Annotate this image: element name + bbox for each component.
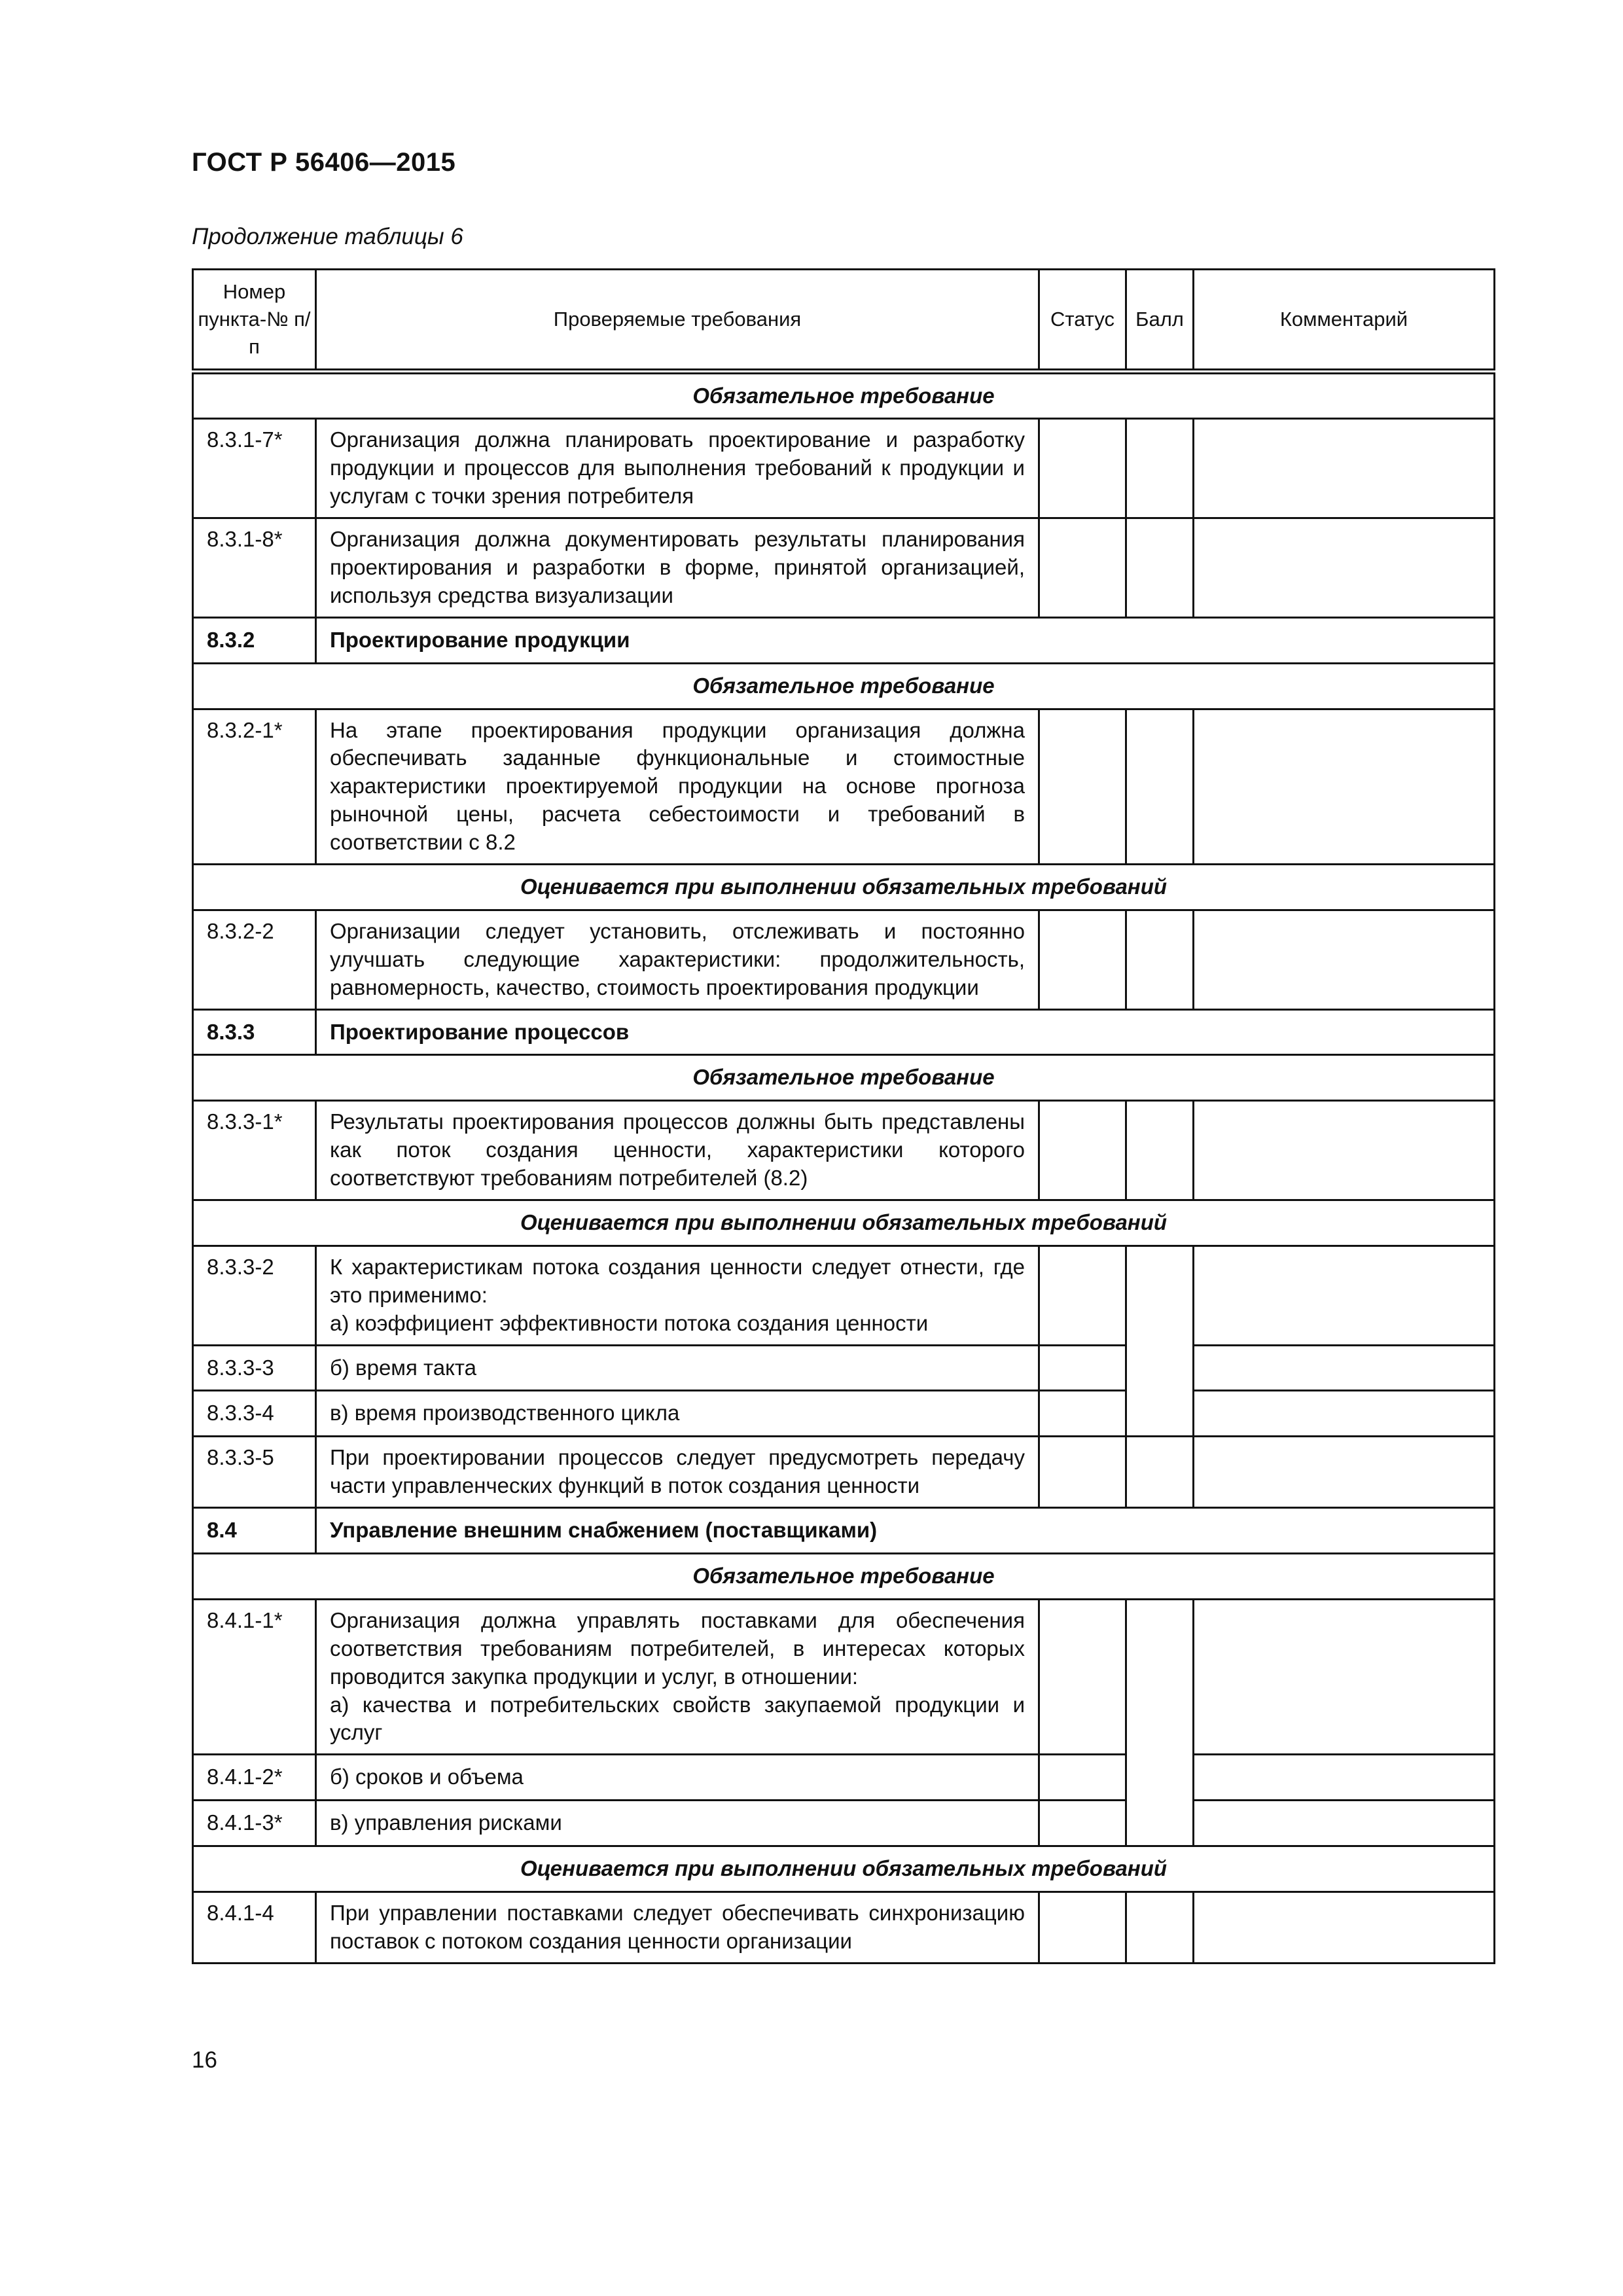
item-number: 8.4.1-4 <box>193 1892 316 1964</box>
band-label: Оценивается при выполнении обязательных требований <box>193 865 1495 910</box>
item-number: 8.3.1-7* <box>193 419 316 518</box>
band-label: Обязательное требование <box>193 371 1495 419</box>
item-requirement: При управлении поставками следует обеспечивать синхронизацию поставок с потоком создания ценности организации <box>316 1892 1039 1964</box>
item-requirement: К характеристикам потока создания ценности следует отнести, где это применимо: а) коэффициент эффективности потока создания ценности <box>316 1246 1039 1345</box>
band-label: Обязательное требование <box>193 663 1495 709</box>
requirement-band-row <box>193 1055 1495 1101</box>
status-cell[interactable] <box>1039 1437 1126 1508</box>
status-cell[interactable] <box>1039 1246 1126 1345</box>
comment-cell[interactable] <box>1194 1101 1495 1200</box>
table-row <box>193 1345 1495 1391</box>
item-requirement: б) сроков и объема <box>316 1755 1039 1801</box>
table-row <box>193 1101 1495 1200</box>
status-cell[interactable] <box>1039 910 1126 1009</box>
comment-cell[interactable] <box>1194 1755 1495 1801</box>
status-cell[interactable] <box>1039 1345 1126 1391</box>
section-number: 8.4 <box>193 1508 316 1554</box>
document-title: ГОСТ Р 56406—2015 <box>192 148 456 177</box>
comment-cell[interactable] <box>1194 1246 1495 1345</box>
requirement-band-row <box>193 663 1495 709</box>
status-cell[interactable] <box>1039 1801 1126 1846</box>
item-number: 8.4.1-1* <box>193 1599 316 1754</box>
item-number: 8.3.3-2 <box>193 1246 316 1345</box>
table-row <box>193 518 1495 618</box>
comment-cell[interactable] <box>1194 1391 1495 1437</box>
item-number: 8.3.3-3 <box>193 1345 316 1391</box>
status-cell[interactable] <box>1039 1892 1126 1964</box>
comment-cell[interactable] <box>1194 518 1495 618</box>
header-score: Балл <box>1126 270 1194 372</box>
item-number: 8.3.3-4 <box>193 1391 316 1437</box>
item-number: 8.3.3-5 <box>193 1437 316 1508</box>
table-continuation-label: Продолжение таблицы 6 <box>192 224 463 249</box>
score-cell[interactable] <box>1126 709 1194 864</box>
band-label: Обязательное требование <box>193 1055 1495 1101</box>
table-row <box>193 1599 1495 1754</box>
table-row <box>193 910 1495 1009</box>
score-cell[interactable] <box>1126 1101 1194 1200</box>
item-requirement: б) время такта <box>316 1345 1039 1391</box>
page-number: 16 <box>192 2047 217 2073</box>
status-cell[interactable] <box>1039 709 1126 864</box>
item-requirement: Организация должна планировать проектирование и разработку продукции и процессов для выполнения требований к продукции и услугам с точки зрения потребителя <box>316 419 1039 518</box>
table-row <box>193 1755 1495 1801</box>
comment-cell[interactable] <box>1194 1892 1495 1964</box>
score-cell[interactable] <box>1126 1892 1194 1964</box>
section-number: 8.3.2 <box>193 617 316 663</box>
status-cell[interactable] <box>1039 1599 1126 1754</box>
item-requirement: При проектировании процессов следует предусмотреть передачу части управленческих функций в поток создания ценности <box>316 1437 1039 1508</box>
status-cell[interactable] <box>1039 1101 1126 1200</box>
status-cell[interactable] <box>1039 419 1126 518</box>
status-cell[interactable] <box>1039 1755 1126 1801</box>
score-cell[interactable] <box>1126 1437 1194 1508</box>
item-number: 8.4.1-2* <box>193 1755 316 1801</box>
band-label: Оценивается при выполнении обязательных требований <box>193 1200 1495 1246</box>
score-cell-merged[interactable] <box>1126 1246 1194 1436</box>
table-row <box>193 1437 1495 1508</box>
comment-cell[interactable] <box>1194 709 1495 864</box>
section-title: Проектирование процессов <box>316 1009 1495 1055</box>
section-row <box>193 1508 1495 1554</box>
item-number: 8.3.1-8* <box>193 518 316 618</box>
score-cell[interactable] <box>1126 518 1194 618</box>
band-label: Обязательное требование <box>193 1554 1495 1600</box>
band-label: Оценивается при выполнении обязательных требований <box>193 1846 1495 1892</box>
item-requirement: Организация должна управлять поставками для обеспечения соответствия требованиям потребителей, в интересах которых проводится закупка продукции и услуг, в отношении: а) качества и потребительских свойств закупаемой продукции и услуг <box>316 1599 1039 1754</box>
score-cell[interactable] <box>1126 910 1194 1009</box>
requirement-band-row <box>193 865 1495 910</box>
section-number: 8.3.3 <box>193 1009 316 1055</box>
item-number: 8.3.2-2 <box>193 910 316 1009</box>
header-status: Статус <box>1039 270 1126 372</box>
section-row <box>193 617 1495 663</box>
item-requirement: Результаты проектирования процессов должны быть представлены как поток создания ценности, характеристики которого соответствуют требованиям потребителей (8.2) <box>316 1101 1039 1200</box>
comment-cell[interactable] <box>1194 1345 1495 1391</box>
section-row <box>193 1009 1495 1055</box>
table-header-row <box>193 270 1495 372</box>
comment-cell[interactable] <box>1194 910 1495 1009</box>
section-title: Управление внешним снабжением (поставщиками) <box>316 1508 1495 1554</box>
table-row <box>193 1246 1495 1345</box>
requirement-band-row <box>193 371 1495 419</box>
status-cell[interactable] <box>1039 1391 1126 1437</box>
item-requirement: в) управления рисками <box>316 1801 1039 1846</box>
requirement-band-row <box>193 1846 1495 1892</box>
item-requirement: На этапе проектирования продукции организация должна обеспечивать заданные функциональные и стоимостные характеристики проектируемой продукции на основе прогноза рыночной цены, расчета себестоимости и требований в соответствии с 8.2 <box>316 709 1039 864</box>
item-number: 8.4.1-3* <box>193 1801 316 1846</box>
status-cell[interactable] <box>1039 518 1126 618</box>
comment-cell[interactable] <box>1194 1801 1495 1846</box>
comment-cell[interactable] <box>1194 1437 1495 1508</box>
score-cell-merged[interactable] <box>1126 1599 1194 1846</box>
table-row <box>193 1801 1495 1846</box>
score-cell[interactable] <box>1126 419 1194 518</box>
comment-cell[interactable] <box>1194 419 1495 518</box>
table-row <box>193 709 1495 864</box>
table-row <box>193 1892 1495 1964</box>
item-number: 8.3.2-1* <box>193 709 316 864</box>
table-row <box>193 1391 1495 1437</box>
requirement-band-row <box>193 1554 1495 1600</box>
comment-cell[interactable] <box>1194 1599 1495 1754</box>
header-requirements: Проверяемые требования <box>316 270 1039 372</box>
item-requirement: Организации следует установить, отслеживать и постоянно улучшать следующие характеристики: продолжительность, равномерность, качество, стоимость проектирования продукции <box>316 910 1039 1009</box>
item-requirement: Организация должна документировать результаты планирования проектирования и разработки в форме, принятой организацией, используя средства визуализации <box>316 518 1039 618</box>
section-title: Проектирование продукции <box>316 617 1495 663</box>
header-number: Номер пункта-№ п/п <box>193 270 316 372</box>
item-number: 8.3.3-1* <box>193 1101 316 1200</box>
requirements-table <box>192 268 1495 1964</box>
item-requirement: в) время производственного цикла <box>316 1391 1039 1437</box>
header-comment: Комментарий <box>1194 270 1495 372</box>
requirement-band-row <box>193 1200 1495 1246</box>
table-row <box>193 419 1495 518</box>
